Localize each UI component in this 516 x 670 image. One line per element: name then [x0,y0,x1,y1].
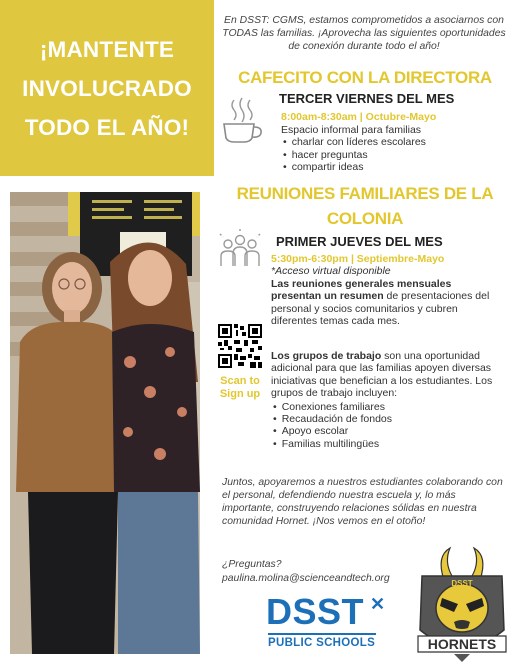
contact-block [222,558,432,585]
cafecito-list [281,136,501,173]
hornet-mascot-logo [414,546,510,664]
coffee-cup-icon [220,96,264,144]
reuniones-subtitle: PRIMER JUEVES DEL MES [276,234,443,249]
reuniones-title-line-1: REUNIONES FAMILIARES DE LA [236,184,494,203]
mascot-top-text: DSST [451,579,473,588]
scan-label-2: Sign up [219,388,261,400]
cafecito-subtitle: TERCER VIERNES DEL MES [279,91,455,106]
contact-email[interactable]: paulina.molina@scienceandtech.org [222,573,390,584]
list-item: • Familias multilingües [271,438,503,450]
logo-rule [268,633,376,635]
reuniones-virtual-note: *Acceso virtual disponible [271,265,391,277]
cafecito-desc: Espacio informal para familias [281,124,422,136]
grupos-list [271,401,503,451]
grupos-description [271,350,503,450]
list-item: • charlar con líderes escolares [281,136,501,148]
list-item: • hacer preguntas [281,149,501,161]
list-item: • compartir ideas [281,161,501,173]
cafecito-time: 8:00am-8:30am | Octubre-Mayo [281,111,437,123]
headline-banner [0,0,214,176]
group-icon [214,228,266,272]
mascot-banner-text: HORNETS [427,636,497,652]
headline-line-1: ¡MANTENTE [39,36,175,62]
grupos-rest: son una oportunidad adicional para que las familias apoyen diversas iniciativas que benefician a los estudiantes. Los grupos de trabajo incluyen: [271,350,493,400]
reuniones-description [271,278,503,328]
reuniones-bold: Las reuniones generales mensuales presentan un resumen [271,278,452,303]
list-item: • Recaudación de fondos [271,413,503,425]
dsst-logo [266,592,400,654]
questions-label: ¿Preguntas? [222,559,282,570]
dsst-logo-word: DSST [266,591,365,632]
x-mark-icon: ✕ [370,594,386,614]
scan-to-sign-up-label [215,375,265,401]
reuniones-rest: de presentaciones del personal y socios comunitarios y cubren diferentes temas cada mes. [271,290,490,328]
intro-text: En DSST: CGMS, estamos comprometidos a asociarnos con TODAS las familias. ¡Aprovecha las siguientes oportunidades de conexión durante todo el año! [222,15,506,52]
cafecito-description [281,124,501,174]
staff-photo [10,192,200,654]
dsst-logo-subtitle: PUBLIC SCHOOLS [268,637,376,649]
grupos-bold: Los grupos de trabajo [271,350,382,362]
list-item: • Conexiones familiares [271,401,503,413]
reuniones-title-line-2: COLONIA [326,209,404,228]
cafecito-title: CAFECITO CON LA DIRECTORA [238,68,492,87]
qr-code[interactable] [218,324,262,368]
list-item: • Apoyo escolar [271,425,503,437]
reuniones-time: 5:30pm-6:30pm | Septiembre-Mayo [271,253,445,265]
headline-line-3: TODO EL AÑO! [24,114,190,140]
closing-text: Juntos, apoyaremos a nuestros estudiantes colaborando con el personal, defendiendo nuestra escuela y, lo más importante, construyendo relaciones sólidas en nuestra comunidad Hornet. ¡Nos vemos en el otoño! [222,477,503,527]
headline-line-2: INVOLUCRADO [22,75,192,101]
scan-label-1: Scan to [220,375,260,387]
